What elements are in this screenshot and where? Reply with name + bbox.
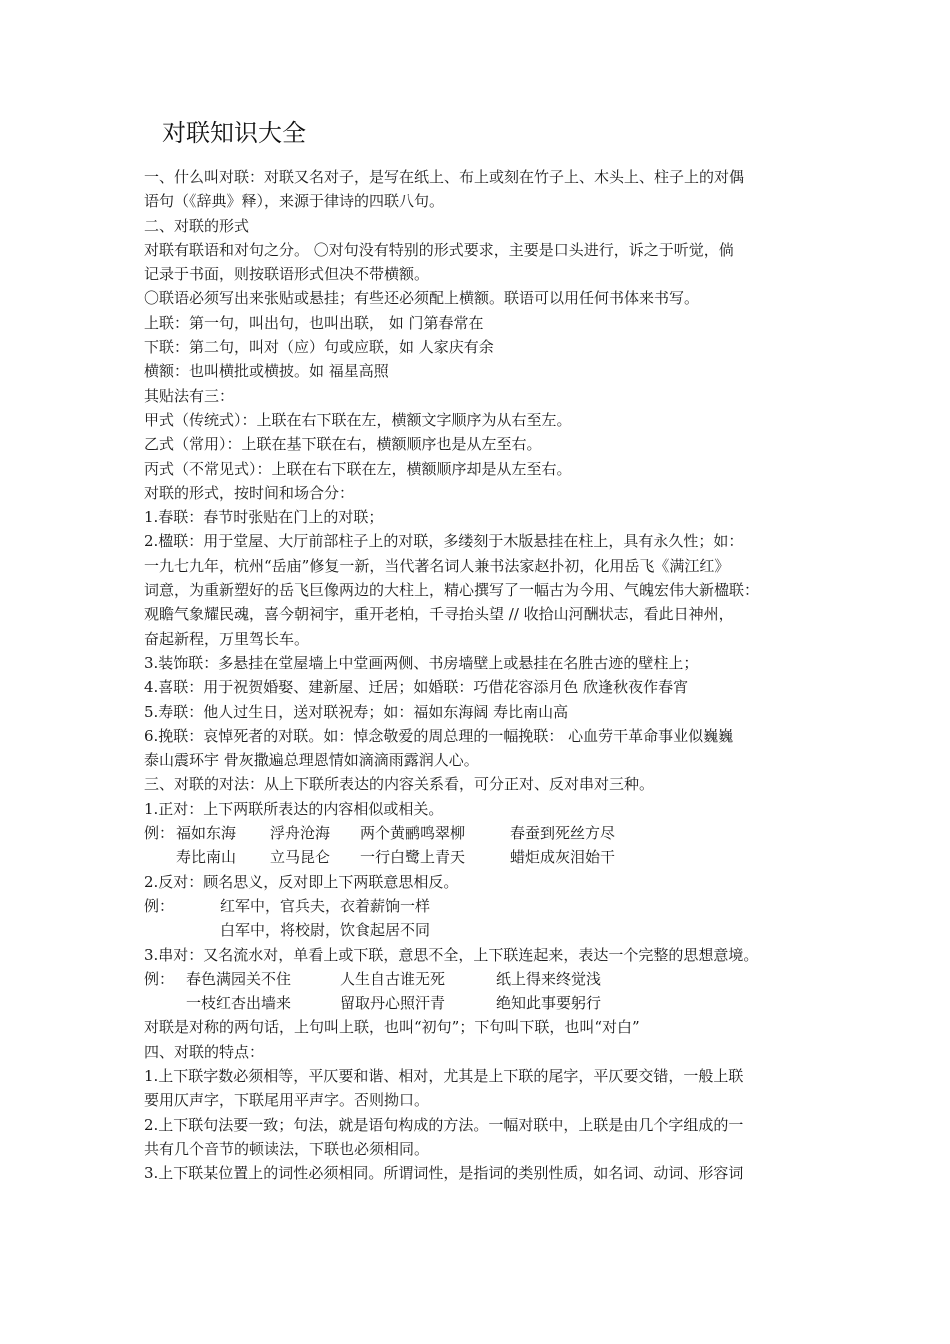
example-couplet: 白军中，将校尉，饮食起居不同: [220, 921, 431, 940]
paragraph-line: 丙式（不常见式）：上联在右下联在左，横额顺序却是从左至右。: [144, 459, 572, 478]
example-row: [144, 894, 814, 918]
paragraph-line: 对联是对称的两句话，上句叫上联，也叫“初句”；下句叫下联，也叫“对白”: [144, 1018, 640, 1037]
paragraph-line: 共有几个音节的顿读法，下联也必须相同。: [144, 1139, 430, 1158]
section-heading: 三、对联的对法：从上下联所表达的内容关系看，可分正对、反对串对三种。: [144, 775, 655, 794]
example-couplet: 福如东海: [176, 824, 237, 843]
example-couplet: 蜡炬成灰泪始干: [510, 848, 616, 867]
example-couplet: 红军中，官兵夫，衣着薪饷一样: [220, 896, 431, 915]
paragraph-line: 下联：第二句，叫对（应）句或应联，如 人家庆有余: [144, 338, 494, 357]
example-indent: [144, 918, 220, 942]
example-couplet: 浮舟沧海: [270, 824, 331, 843]
example-row: [144, 821, 814, 845]
paragraph-line: 1.春联：春节时张贴在门上的对联；: [144, 508, 384, 527]
example-couplet: 两个黄鹂鸣翠柳: [360, 824, 466, 843]
document-body: [144, 165, 814, 1185]
paragraph-line: 3.串对：又名流水对，单看上或下联，意思不全，上下联连起来，表达一个完整的思想意境。: [144, 945, 759, 964]
example-indent: [144, 845, 176, 869]
paragraph-line: 2.上下联句法要一致；句法，就是语句构成的方法。一幅对联中，上联是由几个字组成的一: [144, 1115, 744, 1134]
paragraph-line: 1.正对：上下两联所表达的内容相似或相关。: [144, 799, 444, 818]
paragraph-line: 甲式（传统式）：上联在右下联在左，横额文字顺序为从右至左。: [144, 410, 572, 429]
paragraph-line: 1.上下联字数必须相等，平仄要和谐、相对，尤其是上下联的尾字，平仄要交错，一般上联: [144, 1066, 744, 1085]
paragraph-line: 2.反对：顾名思义，反对即上下两联意思相反。: [144, 872, 459, 891]
paragraph-line: 其贴法有三：: [144, 386, 235, 405]
paragraph-line: 上联：第一句，叫出句，也叫出联， 如 门第春常在: [144, 313, 484, 332]
example-couplet: 春蚕到死丝方尽: [510, 824, 616, 843]
paragraph-line: 一、什么叫对联：对联又名对子，是写在纸上、布上或刻在竹子上、木头上、柱子上的对偶: [144, 168, 745, 186]
paragraph-line: 3.上下联某位置上的词性必须相同。所谓词性，是指词的类别性质，如名词、动词、形容词: [144, 1164, 744, 1183]
example-row: [144, 845, 814, 869]
example-row: [144, 918, 814, 942]
paragraph-line: 5.寿联：他人过生日，送对联祝寿；如：福如东海阔 寿比南山高: [144, 702, 569, 721]
paragraph-line: 语句（《辞典》释），来源于律诗的四联八句。: [144, 192, 445, 211]
paragraph-line: 词意，为重新塑好的岳飞巨像两边的大柱上，精心撰写了一幅古为今用、气魄宏伟大新楹联：: [144, 581, 760, 600]
document-title: 对联知识大全: [162, 119, 306, 147]
example-label: 例：: [144, 824, 175, 843]
paragraph-line: 横额：也叫横批或横披。如 福星高照: [144, 362, 389, 381]
paragraph-line: 2.楹联：用于堂屋、大厅前部柱子上的对联，多缕刻于木版悬挂在柱上，具有永久性；如：: [144, 532, 744, 551]
paragraph-line: 奋起新程，万里驾长车。: [144, 629, 310, 648]
example-row: [144, 991, 814, 1015]
paragraph-line: 4.喜联：用于祝贺婚娶、建新屋、迁居；如婚联：巧借花容添月色 欣逢秋夜作春宵: [144, 678, 689, 697]
example-label: 例：: [144, 896, 175, 915]
paragraph-line: 对联的形式，按时间和场合分：: [144, 483, 355, 502]
example-couplet: 纸上得来终觉浅: [496, 969, 602, 988]
example-couplet: 人生自古谁无死: [340, 969, 446, 988]
paragraph-line: 一九七九年，杭州“岳庙”修复一新，当代著名词人兼书法家赵扑初，化用岳飞《满江红》: [144, 556, 730, 575]
example-couplet: 一行白鹭上青天: [360, 848, 466, 867]
example-couplet: 春色满园关不住: [186, 969, 292, 988]
example-indent: [144, 991, 186, 1015]
example-label: 例：: [144, 969, 175, 988]
example-couplet: 一枝红杏出墙来: [186, 994, 292, 1013]
paragraph-line: 乙式（常用）：上联在基下联在右，横额顺序也是从左至右。: [144, 435, 542, 454]
paragraph-line: 泰山震环宇 骨灰撒遍总理恩情如滴滴雨露润人心。: [144, 751, 479, 770]
paragraph-line: 要用仄声字，下联尾用平声字。否则拗口。: [144, 1091, 430, 1110]
paragraph-line: 6.挽联：哀悼死者的对联。如：悼念敬爱的周总理的一幅挽联： 心血劳干革命事业似巍巍: [144, 726, 734, 745]
example-couplet: 立马昆仑: [270, 848, 331, 867]
section-heading: 二、对联的形式: [144, 216, 250, 235]
example-couplet: 绝知此事要躬行: [496, 994, 602, 1013]
example-couplet: 留取丹心照汗青: [340, 994, 446, 1013]
paragraph-line: 对联有联语和对句之分。 〇对句没有特别的形式要求，主要是口头进行，诉之于听觉，倘: [144, 240, 734, 259]
example-couplet: 寿比南山: [176, 848, 237, 867]
paragraph-line: 观瞻气象耀民魂，喜今朝祠宇，重开老柏，千寻抬头望 // 收拾山河酬状志，看此日神州，: [144, 605, 734, 624]
paragraph-line: 记录于书面，则按联语形式但决不带横额。: [144, 265, 430, 284]
paragraph-line: 〇联语必须写出来张贴或悬挂；有些还必须配上横额。联语可以用任何书体来书写。: [144, 289, 700, 308]
example-row: [144, 967, 814, 991]
section-heading: 四、对联的特点：: [144, 1042, 265, 1061]
paragraph-line: 3.装饰联：多悬挂在堂屋墙上中堂画两侧、书房墙壁上或悬挂在名胜古迹的壁柱上；: [144, 653, 699, 672]
